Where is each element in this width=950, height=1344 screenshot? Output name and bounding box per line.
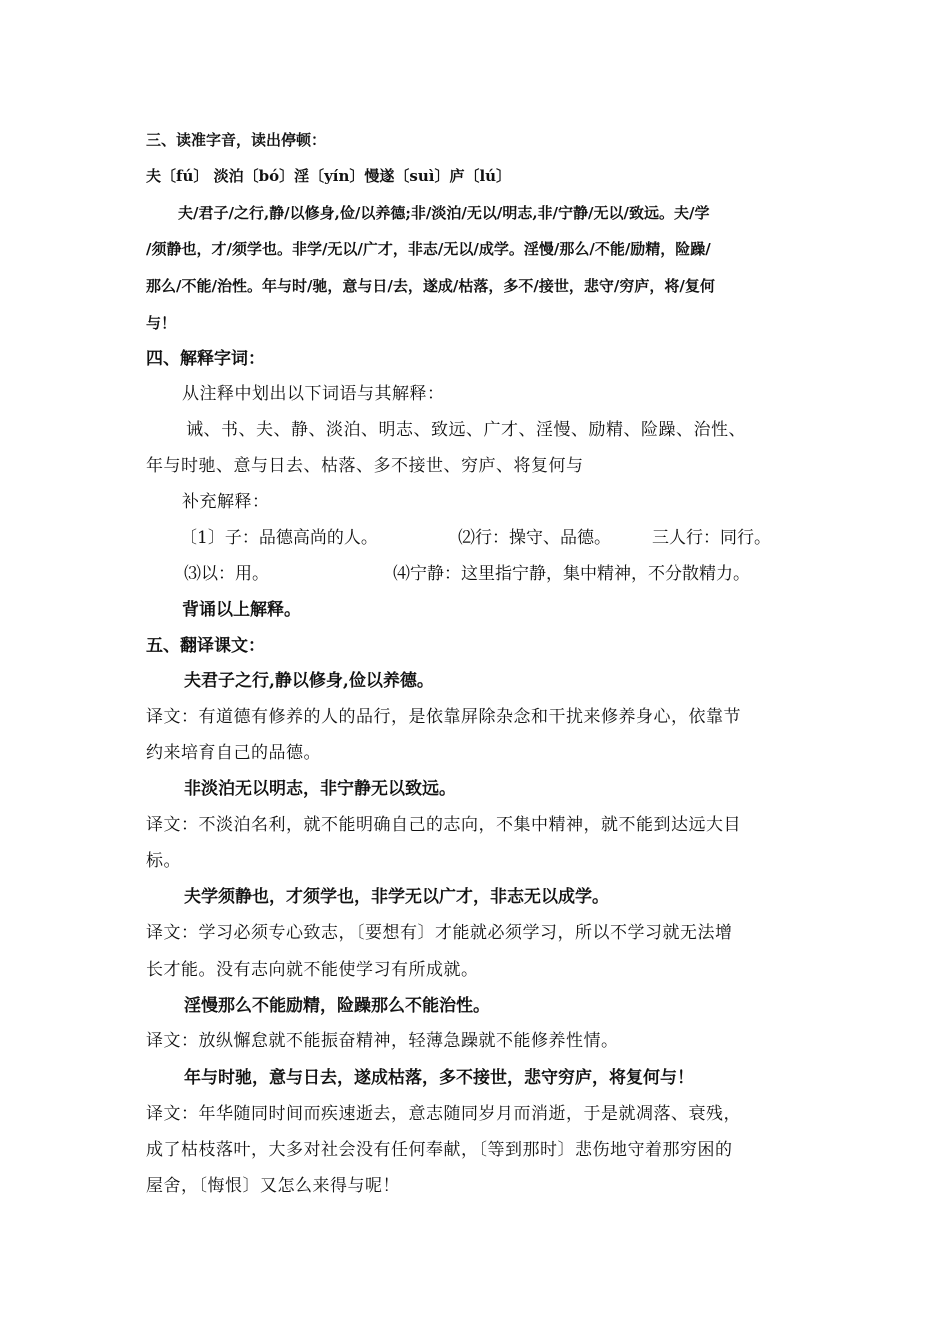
note-item: ⑶以：用。 [184,564,269,584]
translation-line: 译文：放纵懈怠就不能振奋精神，轻薄急躁就不能修养性情。 [146,1031,619,1051]
pause-line: /须静也，才/须学也。非学/无以/广才，非志/无以/成学。淫慢/那么/不能/励精，险躁/ [146,240,711,258]
translation-line: 译文：有道德有修养的人的品行，是依靠屏除杂念和干扰来修养身心，依靠节 [146,707,741,727]
pause-line: 那么/不能/治性。年与时/驰，意与日/去，遂成/枯落，多不/接世，悲守/穷庐，将/复何 [146,277,715,295]
section-4-intro: 从注释中划出以下词语与其解释： [182,384,445,404]
recite-note: 背诵以上解释。 [182,600,301,620]
translation-line: 标。 [146,851,181,871]
section-5-heading: 五、翻译课文： [146,636,265,656]
original-text: 夫君子之行,静以修身,俭以养德。 [184,671,434,691]
pause-line: 夫/君子/之行,静/以修身,俭/以养德;非/淡泊/无以/明志,非/宁静/无以/致远。夫/学 [178,204,710,222]
section-4-heading: 四、解释字词： [146,349,265,369]
words-line: 诫、书、夫、静、淡泊、明志、致远、广才、淫慢、励精、险躁、治性、 [186,420,746,440]
original-text: 年与时驰，意与日去，遂成枯落，多不接世，悲守穷庐，将复何与！ [184,1068,694,1088]
original-text: 非淡泊无以明志，非宁静无以致远。 [184,779,456,799]
translation-line: 约来培育自己的品德。 [146,743,321,763]
translation-line: 译文：年华随同时间而疾速逝去，意志随同岁月而消逝，于是就凋落、衰残， [146,1104,741,1124]
note-item: ⑷宁静：这里指宁静，集中精神，不分散精力。 [393,564,750,584]
translation-line: 成了枯枝落叶，大多对社会没有任何奉献，〔等到那时〕悲伤地守着那穷困的 [146,1140,733,1160]
translation-line: 屋舍，〔悔恨〕又怎么来得与呢！ [146,1176,400,1196]
note-item: 〔1〕子：品德高尚的人。 [180,528,378,548]
note-item: ⑵行：操守、品德。 [458,528,611,548]
original-text: 夫学须静也，才须学也，非学无以广才，非志无以成学。 [184,887,609,907]
pinyin-line: 夫〔fú〕 淡泊〔bó〕淫〔yín〕慢遂〔suì〕庐〔lú〕 [146,167,512,185]
translation-line: 长才能。没有志向就不能使学习有所成就。 [146,960,479,980]
translation-line: 译文：学习必须专心致志，〔要想有〕才能就必须学习，所以不学习就无法增 [146,923,733,943]
section-3-heading: 三、读准字音，读出停顿： [146,131,327,149]
pause-line: 与！ [146,314,177,332]
supplement-label: 补充解释： [182,492,270,512]
original-text: 淫慢那么不能励精，险躁那么不能治性。 [184,996,490,1016]
note-item: 三人行：同行。 [652,528,771,548]
words-line: 年与时驰、意与日去、枯落、多不接世、穷庐、将复何与 [146,456,584,476]
translation-line: 译文：不淡泊名利，就不能明确自己的志向，不集中精神，就不能到达远大目 [146,815,741,835]
